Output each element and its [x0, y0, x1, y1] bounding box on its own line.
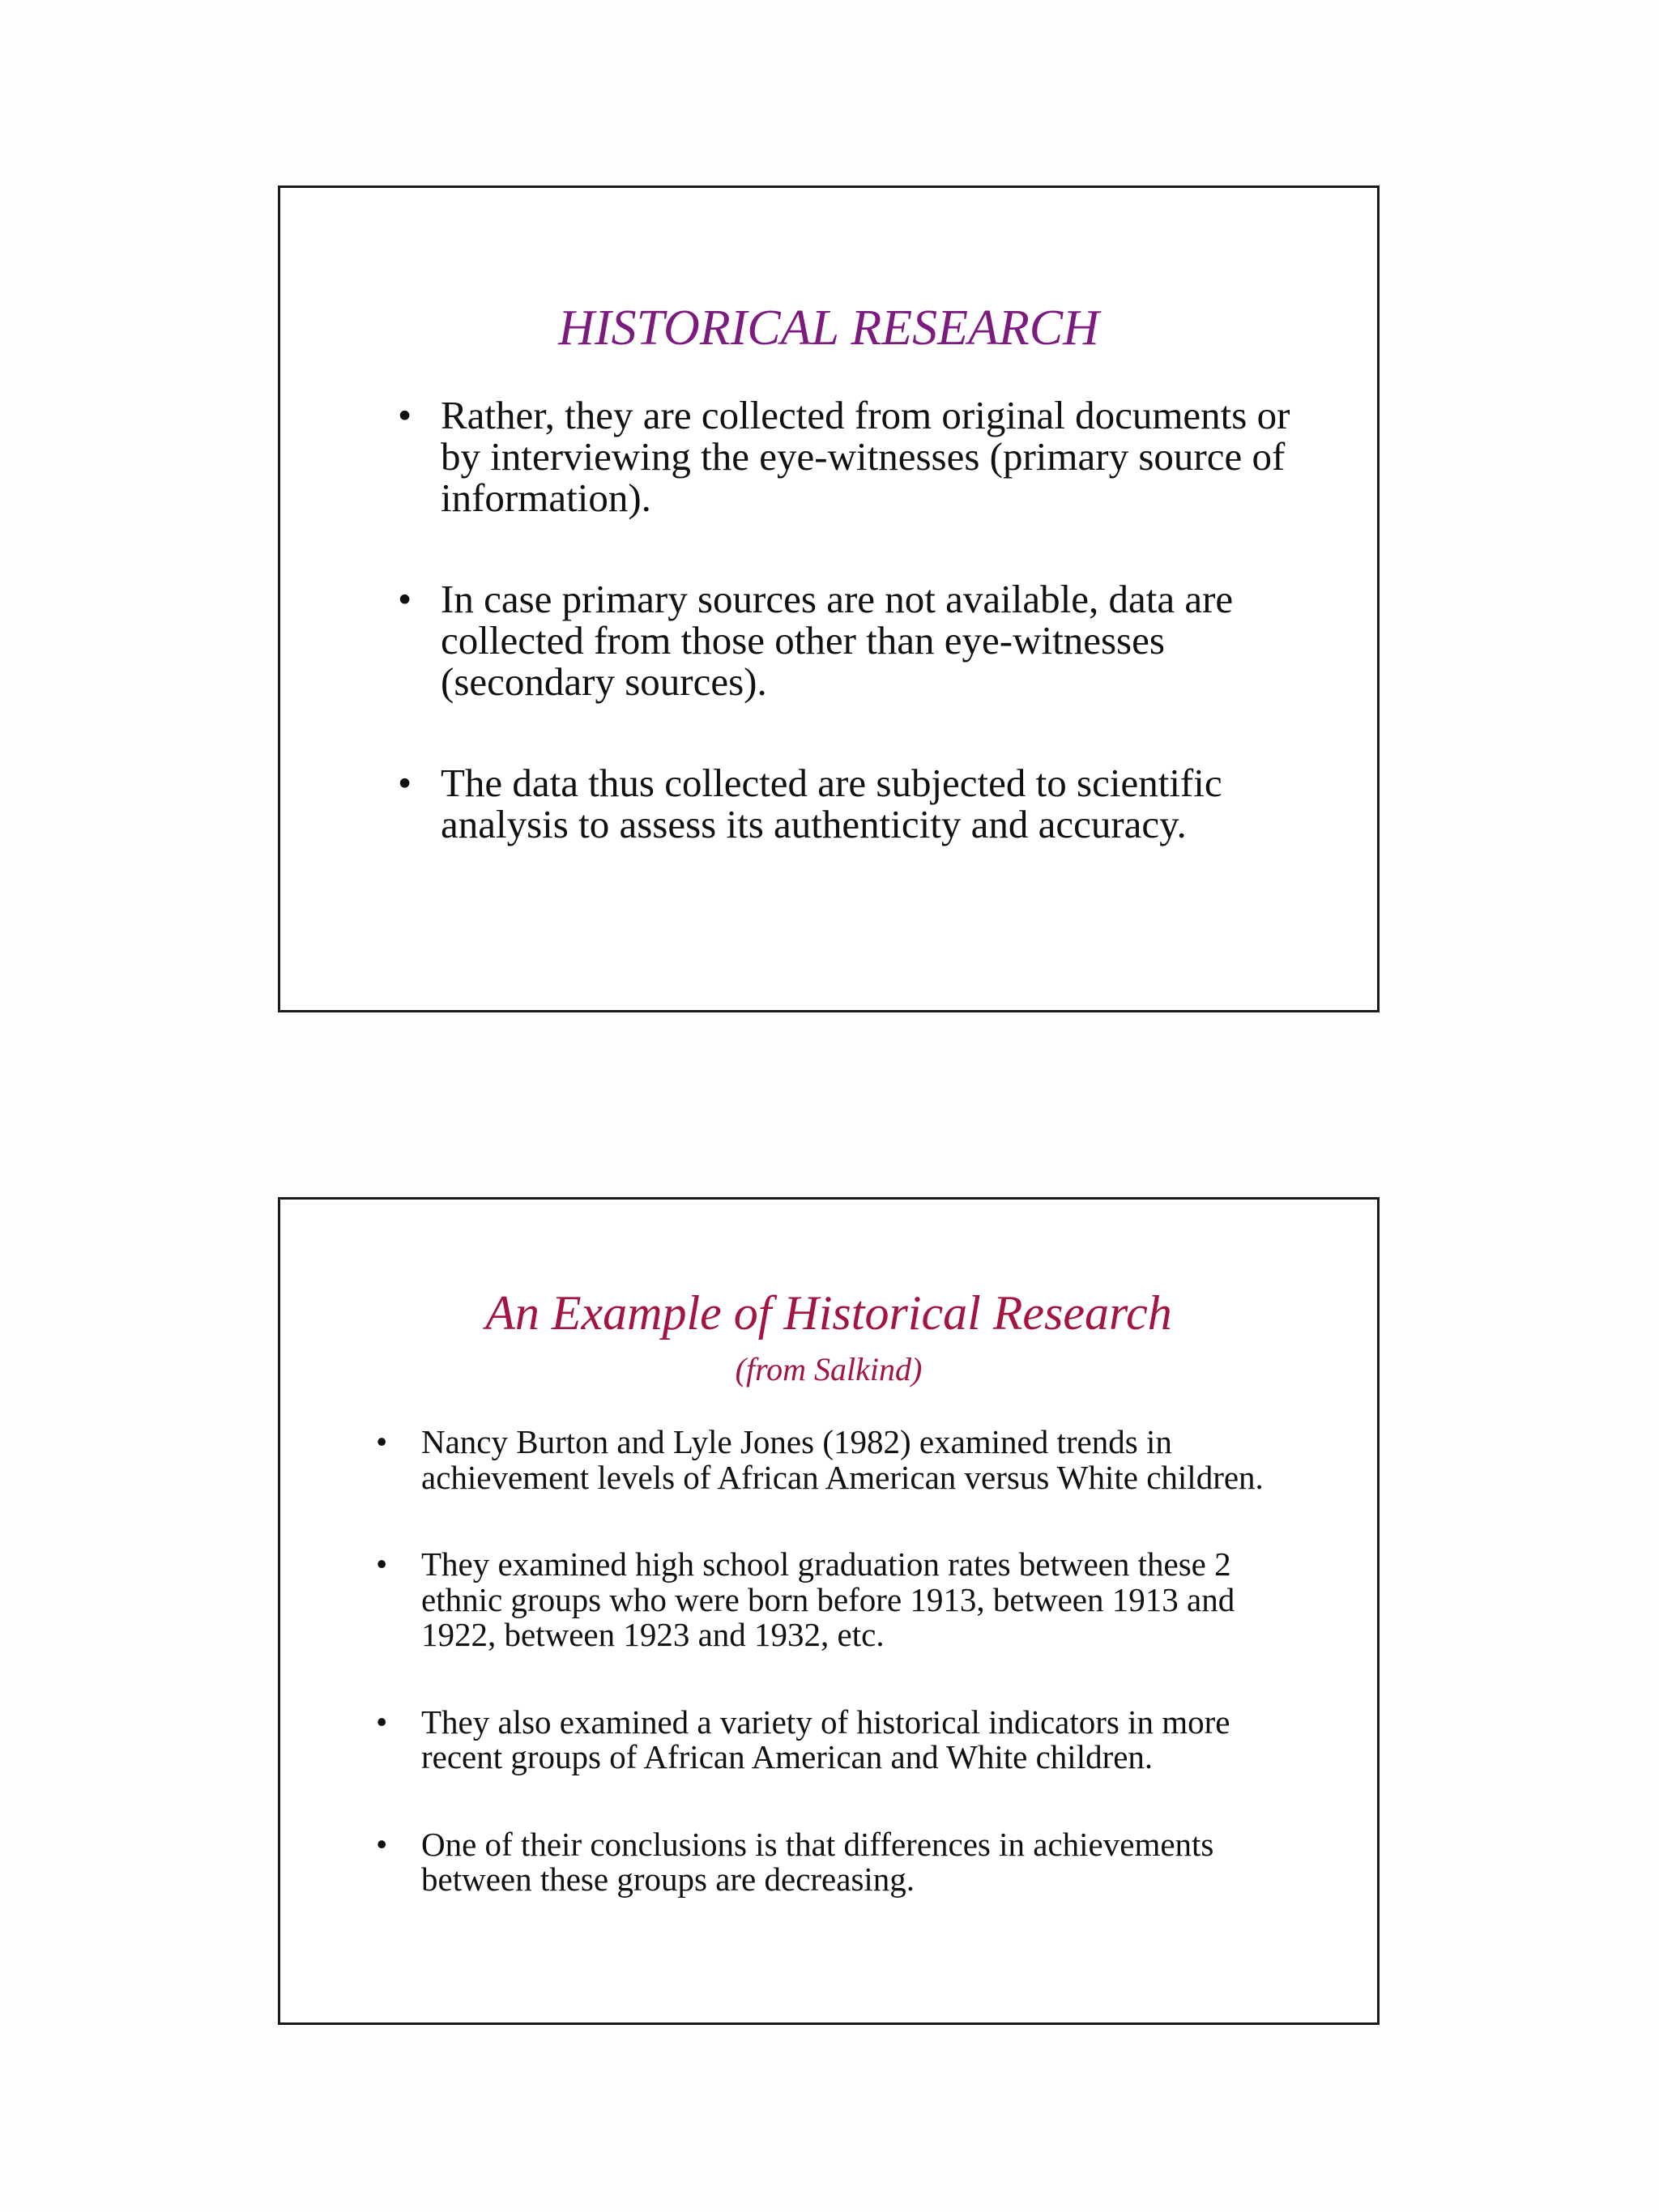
bullet-text: Rather, they are collected from original documents or by interviewing the eye-witnesses (primary source of information).: [441, 393, 1290, 520]
bullet-icon: •: [376, 1423, 388, 1460]
bullet-icon: •: [398, 761, 412, 805]
bullet-text: They examined high school graduation rates between these 2 ethnic groups who were born before 1913, between 1913 and 1922, between 1923 and 1932, etc.: [421, 1545, 1235, 1653]
slide-1: [278, 185, 1380, 1012]
bullet-text: In case primary sources are not available, data are collected from those other than eye-witnesses (secondary sources).: [441, 577, 1234, 704]
bullet-icon: •: [376, 1703, 388, 1741]
list-item: [376, 1705, 1307, 1775]
slide-2-title: An Example of Historical Research: [485, 1286, 1172, 1340]
list-item: [398, 578, 1329, 702]
bullet-text: Nancy Burton and Lyle Jones (1982) examined trends in achievement levels of African American versus White children.: [421, 1423, 1264, 1496]
list-item: [398, 762, 1329, 845]
list-item: [376, 1827, 1307, 1898]
slide-1-bullet-list: [398, 394, 1329, 905]
list-item: [376, 1547, 1307, 1653]
bullet-icon: •: [376, 1825, 388, 1863]
slide-2-subtitle: (from Salkind): [735, 1351, 923, 1387]
slide-2: [278, 1197, 1380, 2025]
list-item: [376, 1425, 1307, 1495]
bullet-text: The data thus collected are subjected to scientific analysis to assess its authenticity and accuracy.: [441, 761, 1222, 846]
bullet-text: One of their conclusions is that differences in achievements between these groups are decreasing.: [421, 1825, 1214, 1898]
slide-1-title: HISTORICAL RESEARCH: [558, 300, 1099, 356]
bullet-icon: •: [398, 393, 412, 437]
slide-2-bullet-list: [376, 1425, 1307, 1950]
bullet-text: They also examined a variety of historical indicators in more recent groups of African American and White children.: [421, 1703, 1230, 1775]
bullet-icon: •: [398, 577, 412, 621]
bullet-icon: •: [376, 1545, 388, 1583]
list-item: [398, 394, 1329, 518]
